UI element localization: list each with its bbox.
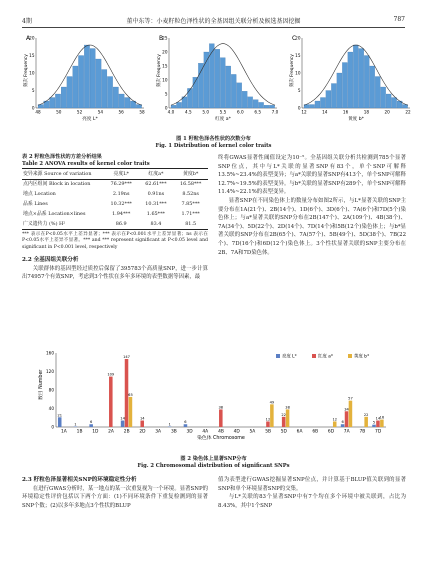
x-tick-label: 6.0 (236, 109, 244, 115)
gwas-results-paragraph: 终将GWAS显著性阈值设定为10⁻⁵。全基因组关联分析共检测到785个显著SNP位点，其中与L*关联的显著SNP有83个，单个SNP可解释13.5%~23.4%的表型变异；与a*关联的显著SNP有413个，单个SNP可解释12.7%~19.5%的表型变异。与b*关联的显著SNP有289个，单个SNP可解释11.4%~22.1%的表型变异。 (218, 155, 406, 196)
histogram-panel (288, 35, 411, 122)
legend-swatch (312, 354, 316, 358)
row-value: 86.9 (115, 220, 127, 227)
table-row (22, 190, 208, 200)
x-tick-label: 18 (363, 109, 370, 115)
x-tick-label: 4.5 (184, 109, 192, 115)
legend-swatch (348, 354, 352, 358)
table-header-source: 变异来源 Source of variation (23, 170, 92, 177)
bar-value-label: 16 (379, 415, 385, 420)
y-tick-label: 10 (295, 70, 301, 76)
x-tick-label: 5B (265, 429, 272, 435)
histogram-bar (353, 45, 358, 108)
chart-bar (364, 417, 368, 427)
header-rule (22, 27, 405, 28)
x-tick-label: 16 (342, 109, 349, 115)
histogram-bar (107, 77, 112, 109)
chart-bar (270, 404, 274, 427)
x-tick-label: 20 (384, 109, 390, 115)
x-tick-label: 6D (327, 429, 335, 435)
table-header-lightness: 亮度L* (113, 170, 129, 177)
histogram-bar (119, 94, 124, 108)
y-tick-label: 20 (295, 35, 301, 41)
x-axis-label: 染色体 Chromosome (197, 436, 245, 441)
histogram-bar (84, 45, 89, 108)
histogram-panel (22, 35, 145, 122)
bar-value-label: 14 (375, 416, 381, 421)
x-axis-label: 亮度 L* (82, 117, 98, 122)
legend-label: 黄度 b* (354, 354, 370, 360)
lightness-stability-paragraph: 与L*关联的83个显著SNP中有7个均在多个环境中被关联到，占比为8.43%，其中1个SNP (218, 494, 406, 509)
row-label: 广义遗传力 (%) H² (23, 220, 66, 227)
histogram-bar (96, 59, 101, 108)
table-2-title-en: Table 2 ANOVA results of kernel color traits (22, 161, 150, 167)
x-tick-label: 7D (375, 429, 382, 435)
histogram-bar (342, 63, 347, 109)
histogram-bar (237, 83, 242, 108)
bar-value-label: 12 (332, 417, 338, 422)
figure-1-histograms (22, 32, 411, 137)
x-tick-label: 3D (186, 429, 193, 435)
y-tick-label: 15 (29, 53, 35, 58)
histogram-bar (67, 77, 72, 109)
bar-value-label: 1 (74, 422, 77, 427)
y-tick-label: 40 (48, 406, 54, 411)
y-axis-label: 数目 Number (39, 369, 44, 400)
chart-bar (372, 425, 376, 427)
histogram-bar (264, 105, 269, 108)
x-tick-label: 2B (123, 429, 130, 435)
chart-bar (376, 421, 380, 427)
x-tick-label: 3A (155, 429, 162, 435)
bar-value-label: 38 (285, 405, 290, 410)
x-tick-label: 7A (343, 429, 350, 435)
y-tick-label: 5 (31, 88, 35, 93)
histogram-bar (78, 56, 83, 109)
y-tick-label: 10 (162, 77, 168, 83)
bar-value-label: 38 (218, 405, 224, 410)
chart-bar (109, 377, 113, 427)
x-tick-label: 4.0 (167, 109, 175, 115)
x-axis-label: 红度 a* (215, 117, 231, 122)
histogram-bar (226, 66, 231, 108)
chart-bar (333, 421, 337, 427)
histogram-bar (315, 101, 320, 108)
y-tick-label: 120 (46, 369, 54, 374)
row-value: 8.52ns (182, 191, 199, 198)
blup-paragraph: 值为表型进行GWAS挖掘显著SNP位点，并计算基于BLUP值关联到的显著SNP和单个环境显著SNP的交集。 (218, 477, 406, 492)
figure-2-caption-cn: 图 2 染色体上显著SNP分布 (180, 456, 247, 462)
histogram-bar (204, 52, 209, 108)
histogram-panel (155, 35, 279, 122)
section-2-2-heading: 2.2 全基因组关联分析 (22, 256, 79, 263)
bar-value-label: 147 (123, 355, 130, 360)
chart-bar (345, 411, 349, 427)
histogram-bar (375, 77, 380, 109)
chart-bar (341, 424, 345, 427)
y-tick-label: 160 (46, 350, 54, 356)
bar-value-label: 34 (344, 407, 349, 412)
row-value: 1.65*** (146, 210, 166, 217)
y-tick-label: 25 (162, 35, 168, 41)
x-tick-label: 5A (249, 429, 256, 435)
histogram-bar (381, 87, 386, 108)
figure-2-bar-chart (22, 347, 406, 453)
x-tick-label: 6B (312, 429, 319, 435)
y-tick-label: 15 (162, 63, 168, 69)
anova-table (22, 168, 208, 230)
x-tick-label: 4B (218, 429, 224, 435)
x-tick-label: 3B (170, 429, 177, 435)
row-label: 品系 Lines (23, 200, 48, 207)
y-tick-label: 20 (29, 35, 35, 41)
bar-value-label: 6 (90, 420, 93, 425)
y-tick-label: 20 (162, 49, 168, 55)
row-value: 81.5 (185, 220, 197, 227)
bottom-right-text (218, 476, 406, 510)
bar-value-label: 14 (120, 416, 125, 421)
histogram-bar (125, 98, 130, 109)
y-tick-label: 0 (51, 424, 54, 430)
panel-letter: B (159, 35, 164, 42)
x-tick-label: 14 (322, 109, 328, 115)
snp-distribution-paragraph: 显著SNP在不同染色体上的数量分布如图2所示，与L*显著关联的SNP主要分布在1A(21个)、2B(14个)、1D(6个)、3D(6个)、7A(6个)和7D(5个)染色体上；与a*显著关联的SNP分布在2B(147个)、2A(109个)、4B(38个)、7A(34个)、5D(22个)、2D(14个)、7D(14个)和5B(12个)染色体上；与b*显著关联的SNP分布在2B(65个)、7A(57个)、5B(49个)、5D(38个)、7B(22个)、7D(16个)和6D(12个)染色体上。3个性状显著关联的SNP主要分布在2B、7A和7D染色体。 (218, 197, 406, 256)
x-tick-label: 22 (405, 109, 411, 115)
legend-swatch (276, 354, 280, 358)
row-value: 7.85*** (181, 200, 200, 207)
x-tick-label: 1B (76, 429, 83, 435)
bar-value-label: 6 (184, 420, 187, 425)
chart-bar (140, 421, 144, 427)
row-label: 地点×品系 Location×lines (23, 210, 86, 217)
figure-1-caption-cn: 图 1 籽粒色泽各性状的次数分布 (176, 136, 251, 142)
histogram-bar (392, 98, 397, 109)
table-2-block (22, 154, 208, 282)
chart-bar (266, 421, 270, 427)
histogram-bar (231, 74, 236, 108)
table-row (22, 199, 208, 209)
histogram-bar (50, 98, 55, 109)
y-tick-label: 5 (164, 91, 168, 97)
row-value: 16.58*** (179, 181, 202, 188)
bar-value-label: 14 (139, 416, 145, 421)
histogram-bar (386, 94, 391, 108)
x-axis-label: 黄度 b* (348, 117, 364, 122)
histogram-bar (320, 98, 325, 109)
bar-value-label: 109 (107, 372, 115, 377)
histogram-bar (331, 84, 336, 109)
figure-2-caption-en: Fig. 2 Chromosomal distribution of significant SNPs (137, 463, 290, 469)
chart-bar (380, 420, 384, 427)
bar-value-label: 12 (265, 417, 271, 422)
chart-bar (58, 417, 62, 427)
histogram-bar (113, 87, 118, 108)
row-value: 10.31*** (145, 200, 167, 207)
histogram-bar (359, 49, 364, 109)
chart-bar (219, 409, 223, 427)
histogram-bar (309, 105, 314, 109)
row-label: 地点 Location (23, 191, 56, 198)
histogram-bar (326, 91, 331, 109)
y-tick-label: 10 (29, 70, 35, 76)
table-2-title-cn: 表 2 籽粒色泽性状的方差分析结果 (22, 154, 102, 160)
histogram-bar (55, 94, 60, 108)
histogram-bar (364, 56, 369, 109)
x-tick-label: 7B (359, 429, 366, 435)
chart-bar (129, 397, 133, 427)
bar-value-label: 6 (341, 420, 344, 425)
right-column-text (218, 154, 406, 257)
histogram-bar (242, 91, 247, 108)
x-tick-label: 2D (139, 429, 146, 435)
x-tick-label: 54 (97, 109, 104, 115)
x-tick-label: 7.0 (271, 109, 279, 115)
figure-1-caption (0, 136, 427, 150)
row-value: 62.61*** (145, 181, 167, 188)
bar-value-label: 22 (363, 412, 369, 417)
panel-letter: A (26, 35, 31, 42)
table-row (22, 179, 208, 189)
chart-bar (121, 421, 125, 427)
y-tick-label: 0 (164, 105, 168, 111)
x-tick-label: 48 (35, 109, 41, 115)
histogram-bar (248, 97, 253, 108)
panel-letter: C (292, 35, 297, 42)
x-tick-label: 5D (280, 429, 287, 435)
row-value: 1.71*** (181, 210, 200, 217)
legend-label: 亮度 L* (282, 354, 297, 360)
histogram-bar (259, 102, 264, 108)
x-tick-label: 4A (202, 429, 209, 435)
histogram-bar (176, 102, 181, 108)
figure-2-caption (0, 456, 427, 470)
histogram-bar (215, 49, 220, 108)
histogram-bar (253, 100, 258, 108)
running-header (22, 16, 405, 26)
row-value: 2.19ns (112, 191, 130, 198)
chart-bar (286, 409, 290, 427)
bar-value-label: 1 (168, 422, 171, 427)
histogram-bar (90, 49, 95, 109)
x-tick-label: 4D (233, 429, 240, 435)
histogram-bar (187, 88, 192, 108)
section-2-2-paragraph: 关联群体的基因型经过质控后保留了395783个高质量SNP，进一步计算出74957个有效SNP，考虑到3个性状在多年多环境的表型数据等因素，最 (22, 265, 208, 281)
bar-value-label: 49 (269, 400, 275, 405)
table-row (22, 209, 208, 219)
x-tick-label: 1A (60, 429, 67, 435)
x-tick-label: 5.5 (219, 109, 227, 115)
page-number: 787 (393, 16, 405, 23)
x-tick-label: 5.0 (202, 109, 210, 115)
bar-value-label: 5 (372, 420, 376, 425)
section-2-3-heading: 2.3 籽粒色泽显著相关SNP的环境稳定性分析 (22, 477, 137, 483)
x-tick-label: 58 (139, 109, 145, 115)
histogram-bar (198, 63, 203, 108)
issue-number: 4期 (22, 18, 32, 25)
row-label: 点内区组间 Block in location (23, 181, 91, 188)
y-tick-label: 0 (297, 105, 301, 111)
row-value: 1.94*** (112, 210, 131, 217)
y-axis-label: 频次 Frequency (290, 54, 295, 87)
x-tick-label: 2A (108, 429, 114, 435)
bar-value-label: 65 (128, 392, 133, 397)
histogram-bar (171, 105, 176, 108)
histogram-bar (337, 73, 342, 108)
table-header-redness: 红度a* (148, 170, 164, 177)
x-tick-label: 6.5 (254, 109, 262, 115)
y-tick-label: 15 (295, 53, 301, 58)
y-tick-label: 0 (31, 105, 35, 111)
x-tick-label: 52 (76, 109, 83, 115)
x-tick-label: 50 (56, 109, 62, 115)
histogram-bar (348, 52, 353, 108)
running-title: 董中东等：小麦籽粒色泽性状的全基因组关联分析及候选基因挖掘 (126, 18, 301, 25)
histogram-bar (102, 70, 107, 109)
chart-bar (349, 401, 353, 427)
table-header-yellowness: 黄度b* (182, 170, 199, 177)
bar-value-label: 22 (281, 412, 286, 417)
x-tick-label: 6A (296, 429, 303, 435)
figure-1-caption-en: Fig. 1 Distribution of kernel color traits (155, 143, 272, 149)
row-value: 10.32*** (110, 200, 132, 207)
x-tick-label: 12 (301, 109, 307, 115)
section-2-3-paragraph: 在进行GWAS分析时，某一地点的某一次重复视为一个环境。显著SNP的环境稳定性评价包括以下两个方面：(1)不同环境条件下重复检测到的显著SNP个数；(2)以多年多地点3个性状的BLUP (22, 485, 208, 509)
y-tick-label: 5 (297, 88, 301, 93)
row-value: 76.29*** (110, 181, 132, 188)
histogram-bar (209, 44, 214, 108)
legend-label: 红度 a* (318, 354, 334, 360)
section-2-3-block (22, 476, 208, 510)
x-tick-label: 56 (118, 109, 124, 115)
bar-value-label: 21 (57, 413, 63, 418)
chart-bar (89, 424, 93, 427)
row-value: 0.91ns (147, 191, 165, 198)
x-tick-label: 1D (92, 429, 99, 435)
row-value: 83.4 (150, 220, 162, 227)
histogram-bar (61, 87, 66, 108)
table-2-note: *** 表示在P<0.05水平上差异显著；*** 表示在P<0.001水平上差异显著；ns 表示在P<0.05水平上差异不显著。*** and *** represent significant at P<0.05 level and significant in P<0.001 level, respectively (22, 231, 208, 250)
histogram-bar (370, 66, 375, 108)
chart-bar (282, 417, 286, 427)
histogram-bar (270, 105, 275, 108)
y-axis-label: 频次 Frequency (157, 54, 162, 87)
table-row (22, 219, 208, 229)
histogram-bar (73, 66, 78, 108)
histogram-bar (220, 58, 225, 108)
y-tick-label: 80 (48, 387, 54, 393)
chart-bar (184, 424, 188, 427)
bar-value-label: 57 (348, 396, 353, 401)
y-axis-label: 频次 Frequency (24, 54, 29, 87)
